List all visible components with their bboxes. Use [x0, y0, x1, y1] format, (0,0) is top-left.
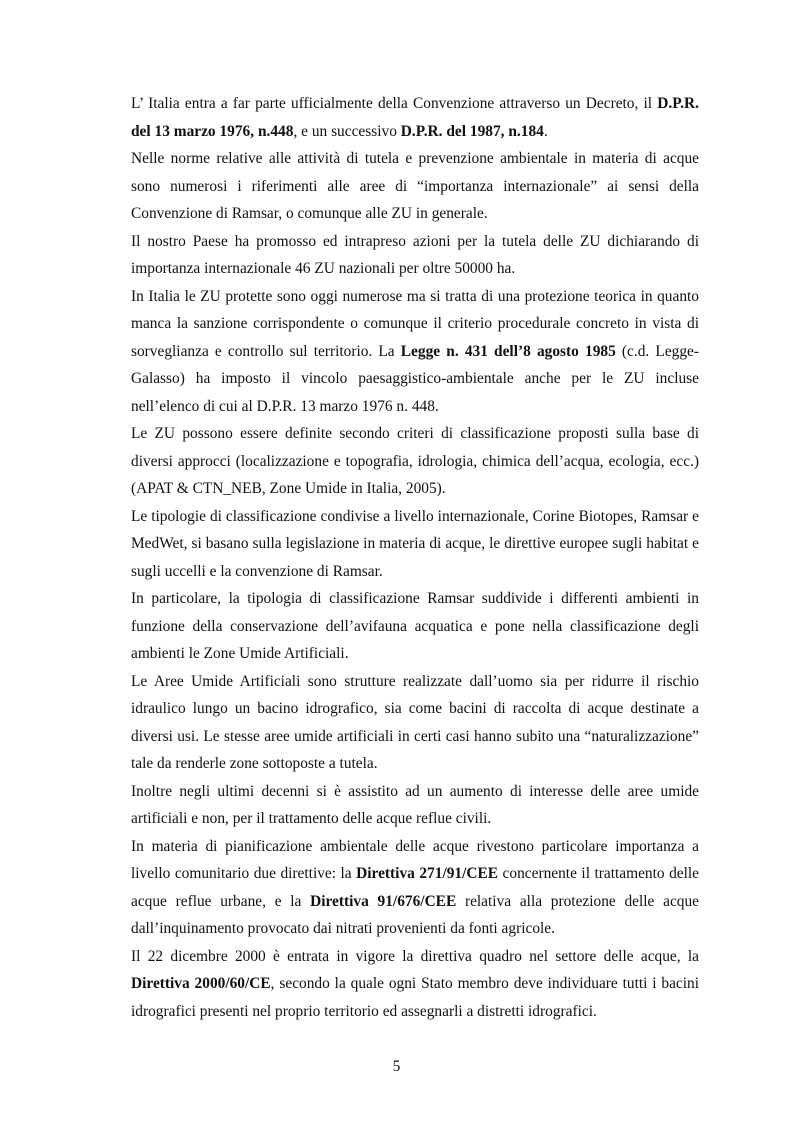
text-segment: Le ZU possono essere definite secondo criteri di classificazione proposti sulla base di diversi approcci (localizzazione e topografia, idrologia, chimica dell’acqua, ecologia, ecc.) (APAT & CTN_NEB, Zone Umide in Italia, 2005).	[131, 425, 699, 497]
text-segment: In particolare, la tipologia di classificazione Ramsar suddivide i differenti ambienti in funzione della conservazione dell’avifauna acquatica e pone nella classificazione degli ambienti le Zone Umide Artificiali.	[131, 590, 699, 662]
paragraph-protection-italy	[131, 283, 699, 421]
paragraph-eu-directives	[131, 833, 699, 943]
text-segment: , secondo la quale ogni Stato membro deve individuare tutti i bacini idrografici presenti nel proprio territorio ed assegnarli a distretti idrografici.	[131, 975, 699, 1020]
paragraph-ratification	[131, 90, 699, 145]
text-segment: Nelle norme relative alle attività di tutela e prevenzione ambientale in materia di acque sono numerosi i riferimenti alle aree di “importanza internazionale” ai sensi della Convenzione di Ramsar, o comunque alle ZU in generale.	[131, 150, 699, 222]
text-segment: L’ Italia entra a far parte ufficialmente della Convenzione attraverso un Decreto, il	[131, 95, 658, 112]
paragraph-framework-directive	[131, 943, 699, 1026]
text-segment: Il nostro Paese ha promosso ed intrapreso azioni per la tutela delle ZU dichiarando di importanza internazionale 46 ZU nazionali per oltre 50000 ha.	[131, 232, 699, 277]
text-segment: In Italia le ZU protette sono oggi numerose ma si tratta di una protezione teorica in quanto manca la sanzione corrispondente o comunque il criterio procedurale concreto in vista di sorveglianza e controllo sul territorio. La	[131, 287, 699, 360]
decree-reference-1976: D.P.R. del 13 marzo 1976, n.448	[131, 95, 699, 140]
text-segment: , e un successivo	[293, 122, 401, 140]
decree-reference-1987: D.P.R. del 1987, n.184	[400, 122, 544, 140]
law-reference-431: Legge n. 431 dell’8 agosto 1985	[400, 342, 616, 360]
paragraph-ramsar-typology	[131, 585, 699, 668]
text-segment: Inoltre negli ultimi decenni si è assistito ad un aumento di interesse delle aree umide artificiali e non, per il trattamento delle acque reflue civili.	[131, 782, 699, 827]
paragraph-national-zu	[131, 228, 699, 283]
text-segment: Le tipologie di classificazione condivise a livello internazionale, Corine Biotopes, Ramsar e MedWet, si basano sulla legislazione in materia di acque, le direttive europee sugli habitat e sugli uccelli e la convenzione di Ramsar.	[131, 507, 699, 580]
text-segment: relativa alla protezione delle acque dall’inquinamento provocato dai nitrati provenienti da fonti agricole.	[131, 892, 699, 937]
directive-reference-2000-60: Direttiva 2000/60/CE	[131, 975, 271, 992]
text-segment: In materia di pianificazione ambientale delle acque rivestono particolare importanza a livello comunitario due direttive: la	[131, 837, 699, 882]
paragraph-wastewater-interest	[131, 778, 699, 833]
text-segment: Il 22 dicembre 2000 è entrata in vigore la direttiva quadro nel settore delle acque, la	[131, 947, 699, 965]
paragraph-international-importance	[131, 145, 699, 228]
directive-reference-91-676: Direttiva 91/676/CEE	[310, 892, 457, 910]
paragraph-artificial-wetlands	[131, 668, 699, 778]
text-segment: concernente il trattamento delle acque reflue urbane, e la	[131, 865, 699, 910]
paragraph-classification-criteria	[131, 420, 699, 503]
directive-reference-271-91: Direttiva 271/91/CEE	[356, 865, 499, 882]
text-segment: (c.d. Legge-Galasso) ha imposto il vincolo paesaggistico-ambientale anche per le ZU incluse nell’elenco di cui al D.P.R. 13 marzo 1976 n. 448.	[131, 342, 699, 415]
paragraph-classification-types	[131, 503, 699, 586]
text-segment: .	[543, 122, 548, 140]
page-number: 5	[392, 1058, 401, 1075]
text-segment: Le Aree Umide Artificiali sono strutture realizzate dall’uomo sia per ridurre il rischio idraulico lungo un bacino idrografico, sia come bacini di raccolta di acque destinate a diversi usi. Le stesse aree umide artificiali in certi casi hanno subito una “naturalizzazione” tale da renderle zone sottoposte a tutela.	[131, 672, 699, 772]
document-body	[131, 90, 699, 1025]
